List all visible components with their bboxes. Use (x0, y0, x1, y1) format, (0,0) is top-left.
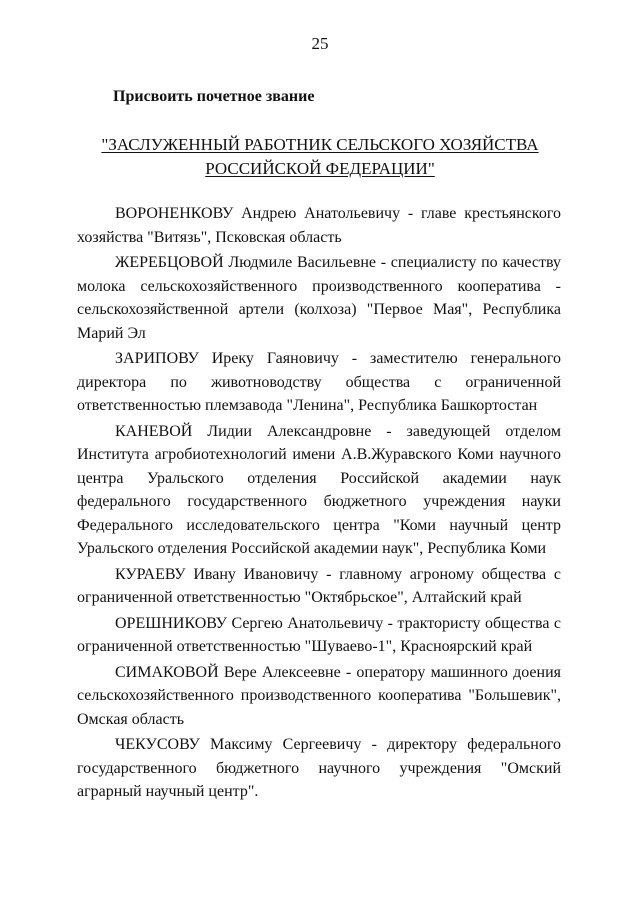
decree-heading: Присвоить почетное звание (113, 88, 315, 105)
awardee-entry-zherebtsova: ЖЕРЕБЦОВОЙ Людмиле Васильевне - специалисту по качеству молока сельскохозяйственного производственного кооператива - сельскохозяйственной артели (колхоза) "Первое Мая", Республика Марий Эл (77, 254, 561, 342)
honorary-title-line-2: РОССИЙСКОЙ ФЕДЕРАЦИИ" (205, 159, 435, 178)
awardee-entry-simakova: СИМАКОВОЙ Вере Алексеевне - оператору машинного доения сельскохозяйственного производственного кооператива "Большевик", Омская область (77, 663, 561, 728)
awardee-entry-oreshnikov: ОРЕШНИКОВУ Сергею Анатольевичу - трактористу общества с ограниченной ответственностью "Шуваево-1", Красноярский край (77, 614, 561, 655)
awardee-entry-chekusov: ЧЕКУСОВУ Максиму Сергеевичу - директору федерального государственного бюджетного научного учреждения "Омский аграрный научный центр". (77, 736, 561, 800)
awardee-entry-voronenkov: ВОРОНЕНКОВУ Андрею Анатольевичу - главе крестьянского хозяйства "Витязь", Псковская область (77, 205, 561, 246)
honorary-title (60, 133, 580, 181)
page-number: 25 (311, 34, 329, 53)
awardee-list (77, 202, 561, 806)
honorary-title-line-1: "ЗАСЛУЖЕННЫЙ РАБОТНИК СЕЛЬСКОГО ХОЗЯЙСТВА (101, 135, 539, 154)
awardee-entry-kaneva: КАНЕВОЙ Лидии Александровне - заведующей отделом Института агробиотехнологий имени А.В.Журавского Коми научного центра Уральского отделения Российской академии наук федерального государственного бюджетного учреждения науки Федерального исследовательского центра "Коми научный центр Уральского отделения Российской академии наук", Республика Коми (77, 422, 561, 557)
awardee-entry-kuraev: КУРАЕВУ Ивану Ивановичу - главному агроному общества с ограниченной ответственностью "Октябрьское", Алтайский край (77, 565, 561, 606)
awardee-entry-zaripov: ЗАРИПОВУ Иреку Гаяновичу - заместителю генерального директора по животноводству общества с ограниченной ответственностью племзавода "Ленина", Республика Башкортостан (77, 350, 561, 414)
